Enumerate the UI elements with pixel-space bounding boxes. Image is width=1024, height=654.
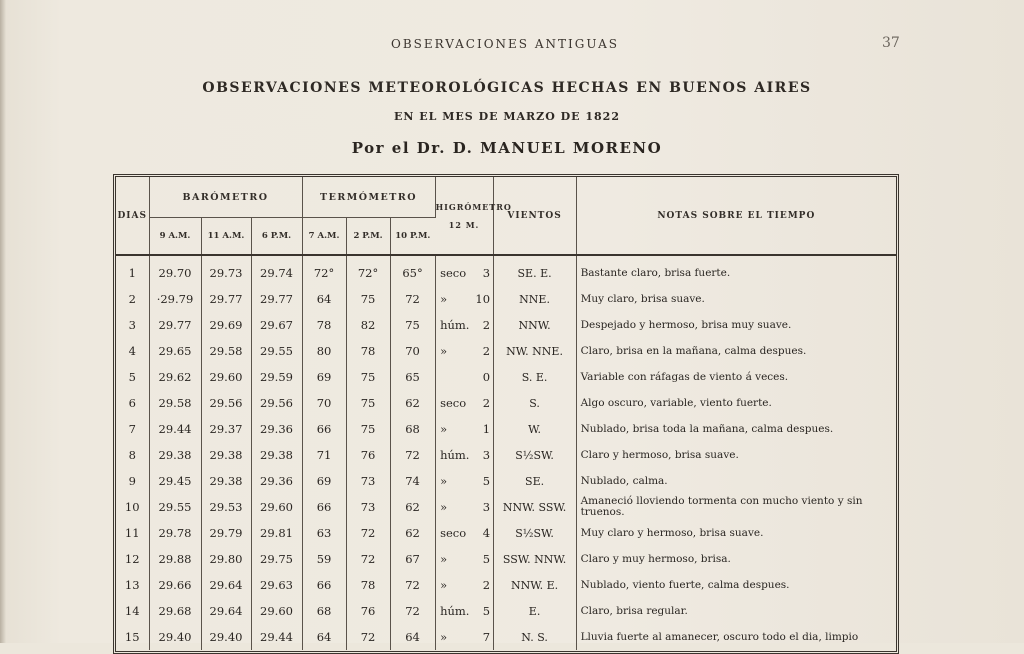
higrometro-value: 0 bbox=[482, 370, 491, 384]
cell-baro-9am: 29.62 bbox=[149, 364, 201, 390]
cell-termo-2pm: 72 bbox=[346, 546, 390, 572]
cell-baro-6pm: 29.67 bbox=[251, 312, 302, 338]
cell-notas: Nublado, brisa toda la mañana, calma despues. bbox=[580, 422, 834, 435]
higrometro-value: 2 bbox=[482, 318, 491, 332]
cell-notas: Nublado, calma. bbox=[580, 474, 668, 487]
table-row bbox=[116, 572, 896, 598]
document-title: OBSERVACIONES METEOROLÓGICAS HECHAS EN BUENOS AIRES bbox=[202, 80, 812, 96]
header-dias: DIAS bbox=[116, 177, 149, 255]
table-row bbox=[116, 624, 896, 650]
cell-notas: Claro, brisa regular. bbox=[580, 604, 688, 617]
cell-higrometro bbox=[435, 255, 493, 286]
cell-baro-9am: 29.68 bbox=[149, 598, 201, 624]
cell-baro-11am: 29.53 bbox=[201, 494, 251, 520]
header-baro-6pm: 6 P.M. bbox=[251, 218, 302, 256]
table-row bbox=[116, 520, 896, 546]
table-row bbox=[116, 255, 896, 286]
cell-baro-6pm: 29.44 bbox=[251, 624, 302, 650]
cell-baro-6pm: 29.60 bbox=[251, 598, 302, 624]
cell-notas: Claro y muy hermoso, brisa. bbox=[580, 552, 731, 565]
higrometro-condition: seco bbox=[440, 266, 467, 280]
cell-termo-2pm: 75 bbox=[346, 390, 390, 416]
cell-baro-11am: 29.69 bbox=[201, 312, 251, 338]
higrometro-condition: seco bbox=[440, 396, 467, 410]
cell-baro-6pm: 29.36 bbox=[251, 416, 302, 442]
cell-termo-10pm: 62 bbox=[390, 520, 435, 546]
cell-termo-7am: 66 bbox=[302, 416, 346, 442]
cell-higrometro bbox=[435, 390, 493, 416]
cell-higrometro bbox=[435, 546, 493, 572]
cell-baro-6pm: 29.59 bbox=[251, 364, 302, 390]
higrometro-condition: » bbox=[440, 578, 448, 592]
cell-termo-7am: 78 bbox=[302, 312, 346, 338]
cell-termo-2pm: 76 bbox=[346, 442, 390, 468]
cell-baro-9am: 29.78 bbox=[149, 520, 201, 546]
cell-termo-2pm: 72 bbox=[346, 520, 390, 546]
cell-dia: 8 bbox=[116, 442, 149, 468]
cell-baro-6pm: 29.60 bbox=[251, 494, 302, 520]
higrometro-value: 5 bbox=[482, 474, 491, 488]
header-vientos: VIENTOS bbox=[493, 177, 576, 255]
table-row bbox=[116, 416, 896, 442]
document-subtitle: EN EL MES DE MARZO DE 1822 bbox=[394, 110, 620, 123]
cell-termo-10pm: 72 bbox=[390, 572, 435, 598]
cell-baro-6pm: 29.56 bbox=[251, 390, 302, 416]
header-baro-11am: 11 A.M. bbox=[201, 218, 251, 256]
cell-dia: 10 bbox=[116, 494, 149, 520]
cell-dia: 11 bbox=[116, 520, 149, 546]
cell-baro-6pm: 29.75 bbox=[251, 546, 302, 572]
cell-vientos: S. bbox=[493, 390, 576, 416]
header-baro-9am: 9 A.M. bbox=[149, 218, 201, 256]
cell-baro-6pm: 29.55 bbox=[251, 338, 302, 364]
table-row bbox=[116, 338, 896, 364]
cell-higrometro bbox=[435, 572, 493, 598]
cell-dia: 3 bbox=[116, 312, 149, 338]
cell-vientos: NW. NNE. bbox=[493, 338, 576, 364]
cell-higrometro bbox=[435, 624, 493, 650]
cell-dia: 5 bbox=[116, 364, 149, 390]
table-row bbox=[116, 598, 896, 624]
observations-table-frame bbox=[113, 174, 899, 654]
header-notas: NOTAS SOBRE EL TIEMPO bbox=[576, 177, 896, 255]
cell-termo-10pm: 72 bbox=[390, 598, 435, 624]
cell-termo-2pm: 78 bbox=[346, 572, 390, 598]
cell-baro-9am: 29.70 bbox=[149, 255, 201, 286]
cell-baro-9am: 29.40 bbox=[149, 624, 201, 650]
cell-notas: Algo oscuro, variable, viento fuerte. bbox=[580, 396, 772, 409]
cell-notas: Muy claro y hermoso, brisa suave. bbox=[580, 526, 764, 539]
cell-baro-9am: 29.66 bbox=[149, 572, 201, 598]
document-author: Por el Dr. D. MANUEL MORENO bbox=[351, 139, 663, 157]
cell-baro-11am: 29.79 bbox=[201, 520, 251, 546]
cell-baro-9am: 29.65 bbox=[149, 338, 201, 364]
cell-baro-11am: 29.73 bbox=[201, 255, 251, 286]
cell-baro-11am: 29.37 bbox=[201, 416, 251, 442]
cell-termo-10pm: 72 bbox=[390, 286, 435, 312]
table-row bbox=[116, 468, 896, 494]
cell-higrometro bbox=[435, 416, 493, 442]
cell-baro-9am: 29.38 bbox=[149, 442, 201, 468]
cell-vientos: N. S. bbox=[493, 624, 576, 650]
cell-notas: Despejado y hermoso, brisa muy suave. bbox=[580, 318, 792, 331]
cell-notas: Lluvia fuerte al amanecer, oscuro todo el dia, limpio bbox=[580, 630, 859, 643]
cell-vientos: NNW. E. bbox=[493, 572, 576, 598]
cell-higrometro bbox=[435, 364, 493, 390]
cell-dia: 4 bbox=[116, 338, 149, 364]
cell-baro-11am: 29.80 bbox=[201, 546, 251, 572]
higrometro-condition: húm. bbox=[440, 448, 470, 462]
higrometro-value: 3 bbox=[482, 500, 491, 514]
cell-vientos: W. bbox=[493, 416, 576, 442]
table-row bbox=[116, 312, 896, 338]
header-termo-7am: 7 A.M. bbox=[302, 218, 346, 256]
header-termo-2pm: 2 P.M. bbox=[346, 218, 390, 256]
cell-termo-7am: 64 bbox=[302, 286, 346, 312]
higrometro-value: 1 bbox=[482, 422, 491, 436]
observations-table bbox=[116, 177, 896, 650]
cell-termo-10pm: 68 bbox=[390, 416, 435, 442]
table-row bbox=[116, 494, 896, 520]
cell-baro-6pm: 29.38 bbox=[251, 442, 302, 468]
higrometro-condition: » bbox=[440, 552, 448, 566]
cell-termo-7am: 66 bbox=[302, 572, 346, 598]
cell-termo-2pm: 73 bbox=[346, 494, 390, 520]
cell-termo-10pm: 62 bbox=[390, 390, 435, 416]
cell-termo-7am: 59 bbox=[302, 546, 346, 572]
higrometro-condition: » bbox=[440, 344, 448, 358]
higrometro-value: 7 bbox=[482, 630, 491, 644]
cell-vientos: NNW. bbox=[493, 312, 576, 338]
cell-baro-6pm: 29.74 bbox=[251, 255, 302, 286]
cell-notas: Muy claro, brisa suave. bbox=[580, 292, 705, 305]
cell-termo-10pm: 65° bbox=[390, 255, 435, 286]
cell-dia: 15 bbox=[116, 624, 149, 650]
higrometro-value: 5 bbox=[482, 552, 491, 566]
running-head: OBSERVACIONES ANTIGUAS bbox=[391, 37, 619, 51]
higrometro-value: 2 bbox=[482, 578, 491, 592]
cell-baro-6pm: 29.77 bbox=[251, 286, 302, 312]
cell-higrometro bbox=[435, 286, 493, 312]
header-termometro: TERMÓMETRO bbox=[302, 177, 435, 218]
cell-termo-10pm: 62 bbox=[390, 494, 435, 520]
cell-baro-9am: 29.58 bbox=[149, 390, 201, 416]
cell-notas: Variable con ráfagas de viento á veces. bbox=[580, 370, 789, 383]
cell-baro-11am: 29.60 bbox=[201, 364, 251, 390]
cell-vientos: NNE. bbox=[493, 286, 576, 312]
cell-notas: Claro y hermoso, brisa suave. bbox=[580, 448, 739, 461]
higrometro-condition: » bbox=[440, 474, 448, 488]
cell-termo-2pm: 78 bbox=[346, 338, 390, 364]
cell-baro-11am: 29.38 bbox=[201, 442, 251, 468]
cell-termo-2pm: 75 bbox=[346, 364, 390, 390]
header-termo-10pm: 10 P.M. bbox=[390, 218, 435, 256]
cell-termo-2pm: 75 bbox=[346, 286, 390, 312]
cell-vientos: SE. bbox=[493, 468, 576, 494]
header-higrometro-label: HIGRÓMETRO bbox=[435, 201, 512, 212]
higrometro-value: 5 bbox=[482, 604, 491, 618]
table-row bbox=[116, 546, 896, 572]
cell-vientos: S. E. bbox=[493, 364, 576, 390]
cell-vientos: NNW. SSW. bbox=[493, 494, 576, 520]
header-higrometro-time: 12 M. bbox=[448, 219, 480, 230]
cell-termo-7am: 69 bbox=[302, 468, 346, 494]
cell-termo-10pm: 72 bbox=[390, 442, 435, 468]
cell-baro-11am: 29.38 bbox=[201, 468, 251, 494]
cell-baro-11am: 29.64 bbox=[201, 572, 251, 598]
table-row bbox=[116, 390, 896, 416]
cell-termo-7am: 72° bbox=[302, 255, 346, 286]
cell-baro-6pm: 29.81 bbox=[251, 520, 302, 546]
cell-termo-2pm: 82 bbox=[346, 312, 390, 338]
cell-termo-10pm: 74 bbox=[390, 468, 435, 494]
higrometro-condition: seco bbox=[440, 526, 467, 540]
cell-baro-9am: 29.45 bbox=[149, 468, 201, 494]
cell-higrometro bbox=[435, 442, 493, 468]
cell-termo-10pm: 65 bbox=[390, 364, 435, 390]
cell-higrometro bbox=[435, 312, 493, 338]
cell-dia: 14 bbox=[116, 598, 149, 624]
cell-dia: 9 bbox=[116, 468, 149, 494]
cell-baro-6pm: 29.36 bbox=[251, 468, 302, 494]
cell-notas: Bastante claro, brisa fuerte. bbox=[580, 266, 731, 279]
cell-termo-7am: 64 bbox=[302, 624, 346, 650]
higrometro-value: 4 bbox=[482, 526, 491, 540]
cell-dia: 12 bbox=[116, 546, 149, 572]
higrometro-condition: húm. bbox=[440, 604, 470, 618]
cell-vientos: S½SW. bbox=[493, 520, 576, 546]
cell-termo-7am: 63 bbox=[302, 520, 346, 546]
cell-termo-7am: 80 bbox=[302, 338, 346, 364]
cell-termo-10pm: 75 bbox=[390, 312, 435, 338]
cell-baro-11am: 29.77 bbox=[201, 286, 251, 312]
table-row bbox=[116, 364, 896, 390]
table-row bbox=[116, 442, 896, 468]
cell-termo-7am: 69 bbox=[302, 364, 346, 390]
cell-baro-9am: 29.55 bbox=[149, 494, 201, 520]
cell-termo-7am: 71 bbox=[302, 442, 346, 468]
cell-dia: 2 bbox=[116, 286, 149, 312]
cell-higrometro bbox=[435, 494, 493, 520]
page-binding-edge bbox=[0, 0, 6, 643]
higrometro-condition: húm. bbox=[440, 318, 470, 332]
observations-table-body bbox=[116, 255, 896, 650]
cell-dia: 7 bbox=[116, 416, 149, 442]
higrometro-value: 3 bbox=[482, 266, 491, 280]
cell-baro-9am: 29.88 bbox=[149, 546, 201, 572]
higrometro-condition: » bbox=[440, 292, 448, 306]
cell-baro-11am: 29.64 bbox=[201, 598, 251, 624]
cell-vientos: SSW. NNW. bbox=[493, 546, 576, 572]
cell-termo-2pm: 73 bbox=[346, 468, 390, 494]
header-higrometro bbox=[435, 177, 512, 255]
cell-termo-7am: 70 bbox=[302, 390, 346, 416]
higrometro-value: 2 bbox=[482, 344, 491, 358]
cell-baro-6pm: 29.63 bbox=[251, 572, 302, 598]
cell-dia: 6 bbox=[116, 390, 149, 416]
cell-termo-2pm: 75 bbox=[346, 416, 390, 442]
higrometro-condition: » bbox=[440, 422, 448, 436]
cell-vientos: E. bbox=[493, 598, 576, 624]
cell-baro-11am: 29.56 bbox=[201, 390, 251, 416]
cell-termo-7am: 68 bbox=[302, 598, 346, 624]
table-row bbox=[116, 286, 896, 312]
page-number: 37 bbox=[882, 35, 900, 51]
cell-vientos: S½SW. bbox=[493, 442, 576, 468]
cell-baro-9am: ·29.79 bbox=[149, 286, 201, 312]
cell-higrometro bbox=[435, 520, 493, 546]
cell-termo-10pm: 70 bbox=[390, 338, 435, 364]
cell-higrometro bbox=[435, 468, 493, 494]
cell-notas: Nublado, viento fuerte, calma despues. bbox=[580, 578, 790, 591]
cell-notas: Claro, brisa en la mañana, calma despues. bbox=[580, 344, 807, 357]
cell-dia: 13 bbox=[116, 572, 149, 598]
cell-termo-10pm: 67 bbox=[390, 546, 435, 572]
higrometro-value: 2 bbox=[482, 396, 491, 410]
cell-dia: 1 bbox=[116, 255, 149, 286]
cell-baro-11am: 29.40 bbox=[201, 624, 251, 650]
cell-termo-2pm: 72 bbox=[346, 624, 390, 650]
cell-termo-10pm: 64 bbox=[390, 624, 435, 650]
cell-higrometro bbox=[435, 598, 493, 624]
cell-higrometro bbox=[435, 338, 493, 364]
cell-baro-9am: 29.77 bbox=[149, 312, 201, 338]
cell-termo-2pm: 76 bbox=[346, 598, 390, 624]
higrometro-condition: » bbox=[440, 500, 448, 514]
cell-vientos: SE. E. bbox=[493, 255, 576, 286]
cell-termo-2pm: 72° bbox=[346, 255, 390, 286]
cell-notas: Amaneció lloviendo tormenta con mucho viento y sin truenos. bbox=[580, 495, 863, 518]
header-barometro: BARÓMETRO bbox=[149, 177, 302, 218]
higrometro-value: 10 bbox=[475, 292, 491, 306]
higrometro-condition: » bbox=[440, 630, 448, 644]
higrometro-value: 3 bbox=[482, 448, 491, 462]
cell-baro-9am: 29.44 bbox=[149, 416, 201, 442]
cell-termo-7am: 66 bbox=[302, 494, 346, 520]
cell-baro-11am: 29.58 bbox=[201, 338, 251, 364]
